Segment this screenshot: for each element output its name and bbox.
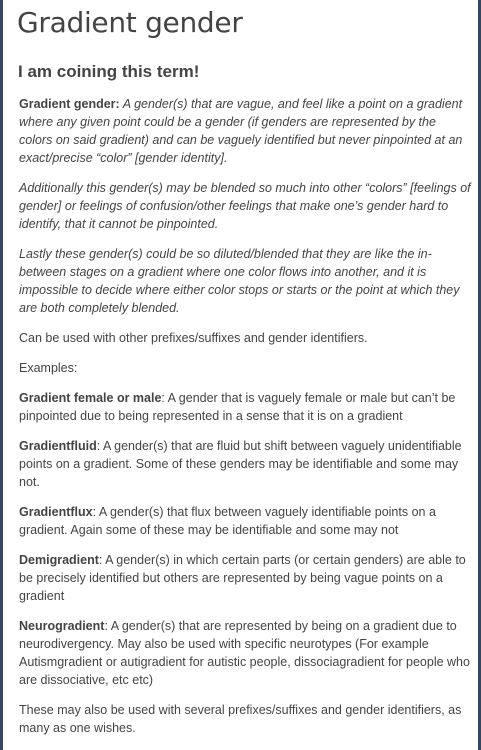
- example-text: : A gender(s) that flux between vaguely identifiable points on a gradient. Again some of these may be identifiable and some may not: [19, 505, 436, 537]
- definition-paragraph: [19, 95, 471, 167]
- definition-term: Gradient gender:: [19, 97, 120, 111]
- example-term: Gradientfluid: [19, 439, 97, 453]
- example-text: : A gender(s) that are fluid but shift between vaguely unidentifiable points on a gradient. Some of these genders may be identifiable and some may not.: [19, 439, 462, 489]
- example-term: Neurogradient: [19, 619, 105, 633]
- post-subtitle: I am coining this term!: [18, 62, 200, 81]
- definition-text: A gender(s) that are vague, and feel like a point on a gradient where any given point could be a gender (if genders are represented by the colors on said gradient) and can be vaguely identified but never pinpointed at an exact/precise “color” [gender identity].: [19, 97, 463, 165]
- example-item: [19, 617, 471, 689]
- usage-paragraph: Can be used with other prefixes/suffixes and gender identifiers.: [19, 331, 368, 345]
- example-item: [19, 503, 471, 539]
- example-item: [19, 551, 471, 605]
- example-item: [19, 389, 471, 425]
- closing-paragraph: These may also be used with several prefixes/suffixes and gender identifiers, as many as one wishes.: [19, 703, 462, 735]
- blended-paragraph: Additionally this gender(s) may be blended so much into other “colors” [feelings of gender] or feelings of confusion/other feelings that make one’s gender hard to identify, that it cannot be pinpointed.: [19, 181, 471, 231]
- example-term: Demigradient: [19, 553, 99, 567]
- example-term: Gradient female or male: [19, 391, 162, 405]
- post-card: [3, 0, 478, 750]
- post-body: [19, 95, 471, 749]
- example-text: : A gender that is vaguely female or male but can’t be pinpointed due to being represented in a sense that it is on a gradient: [19, 391, 456, 423]
- example-text: : A gender(s) in which certain parts (or certain genders) are able to be precisely identified but others are represented by being vague points on a gradient: [19, 553, 466, 603]
- example-item: [19, 437, 471, 491]
- example-text: : A gender(s) that are represented by being on a gradient due to neurodivergency. May also be used with specific neurotypes (For example Autismgradient or autigradient for autistic people, dissociagradient for people who are dissociative, etc etc): [19, 619, 470, 687]
- example-term: Gradientflux: [19, 505, 93, 519]
- diluted-paragraph: Lastly these gender(s) could be so diluted/blended that they are like the in-between stages on a gradient where one color flows into another, and it is impossible to decide where either color stops or starts or the point at which they are both completely blended.: [19, 247, 460, 315]
- post-title: Gradient gender: [17, 6, 243, 39]
- examples-label: Examples:: [19, 361, 78, 375]
